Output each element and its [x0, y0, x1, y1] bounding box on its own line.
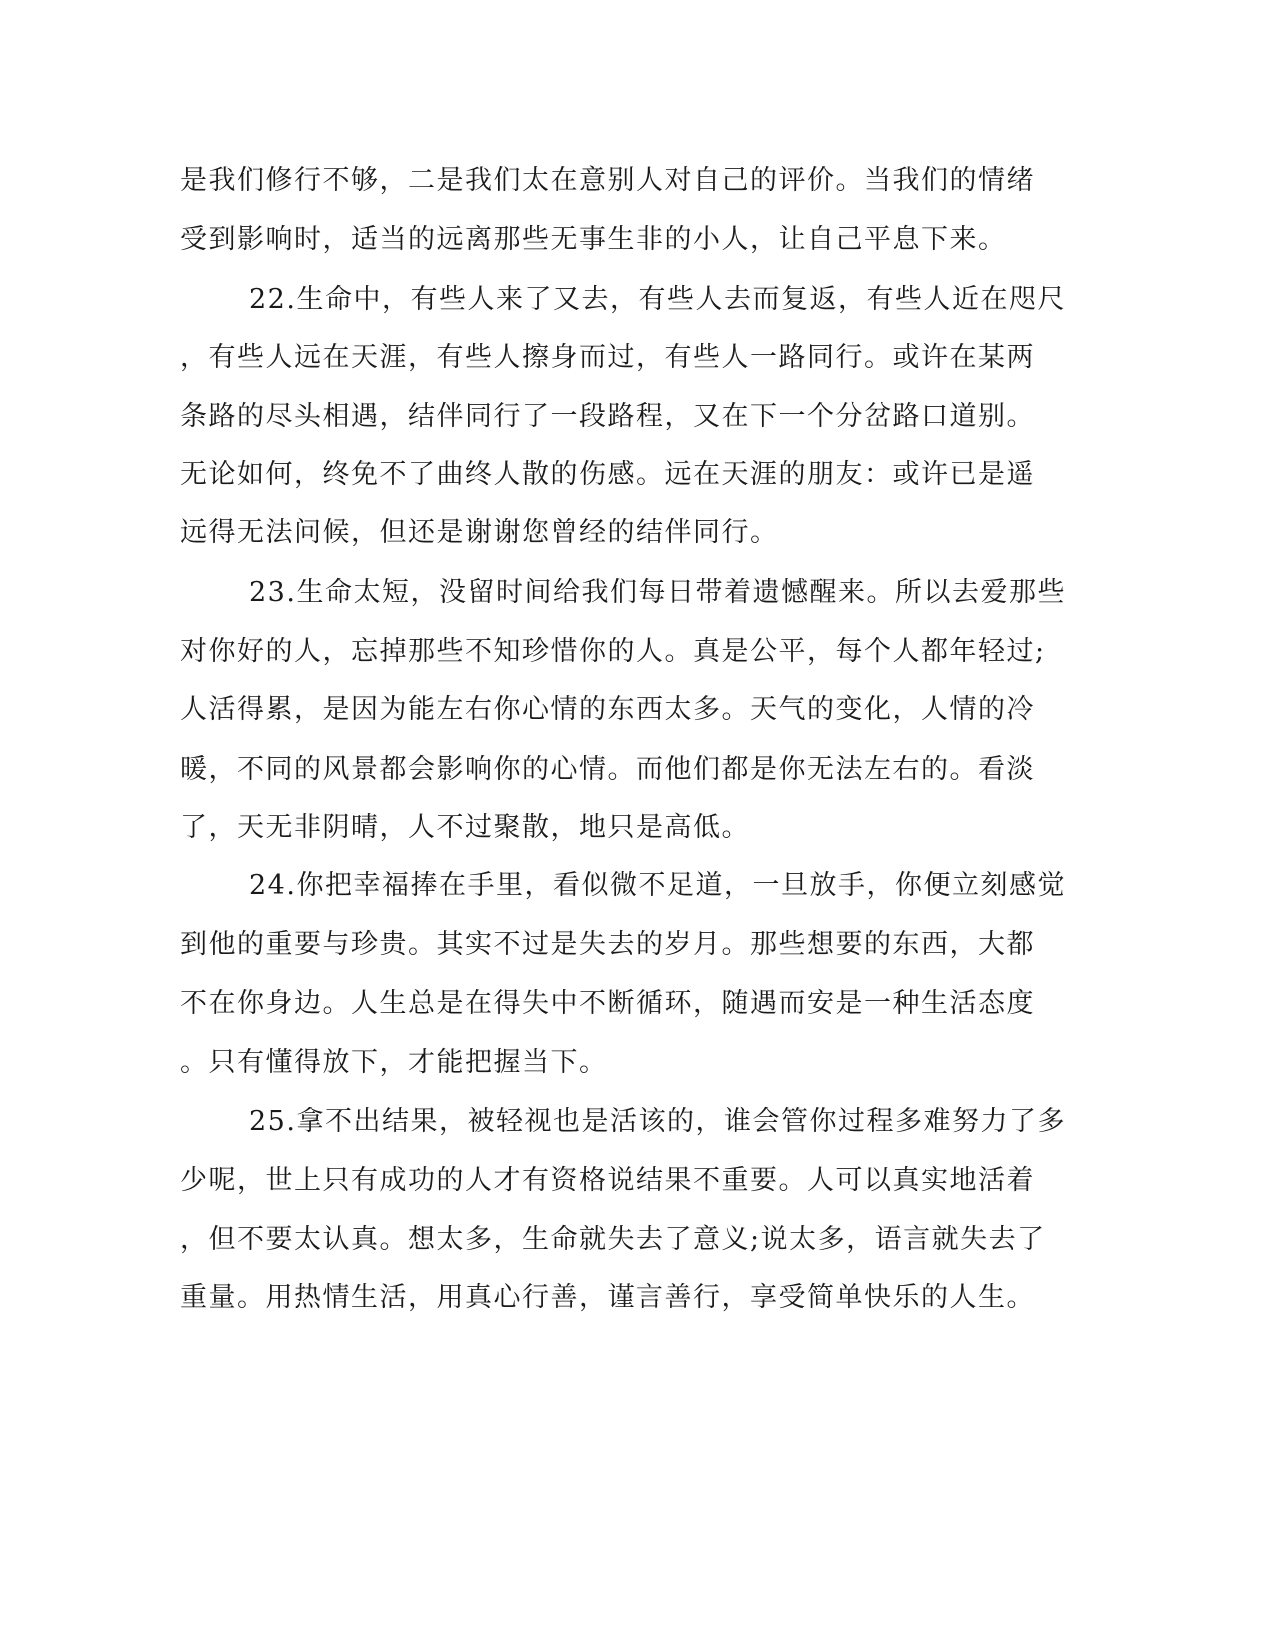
text-line: 人活得累，是因为能左右你心情的东西太多。天气的变化，人情的冷 [180, 694, 1035, 725]
text-line: 了，天无非阴晴，人不过聚散，地只是高低。 [180, 812, 750, 843]
text-line: 不在你身边。人生总是在得失中不断循环，随遇而安是一种生活态度 [180, 988, 1035, 1019]
paragraph-22-first-line: 22.生命中，有些人来了又去，有些人去而复返，有些人近在咫尺 [249, 284, 1066, 315]
text-line: 。只有懂得放下，才能把握当下。 [180, 1047, 608, 1078]
text-line: 到他的重要与珍贵。其实不过是失去的岁月。那些想要的东西，大都 [180, 929, 1035, 960]
text-line: ，有些人远在天涯，有些人擦身而过，有些人一路同行。或许在某两 [180, 342, 1035, 373]
text-line: 远得无法问候，但还是谢谢您曾经的结伴同行。 [180, 517, 779, 548]
text-line: 是我们修行不够，二是我们太在意别人对自己的评价。当我们的情绪 [180, 165, 1035, 196]
paragraph-25-first-line: 25.拿不出结果，被轻视也是活该的，谁会管你过程多难努力了多 [249, 1106, 1066, 1137]
text-line: 少呢，世上只有成功的人才有资格说结果不重要。人可以真实地活着 [180, 1165, 1035, 1196]
paragraph-23-first-line: 23.生命太短，没留时间给我们每日带着遗憾醒来。所以去爱那些 [249, 577, 1066, 608]
text-line: 暖，不同的风景都会影响你的心情。而他们都是你无法左右的。看淡 [180, 754, 1035, 785]
text-line: 条路的尽头相遇，结伴同行了一段路程，又在下一个分岔路口道别。 [180, 401, 1035, 432]
paragraph-24-first-line: 24.你把幸福捧在手里，看似微不足道，一旦放手，你便立刻感觉 [249, 870, 1066, 901]
text-line: ，但不要太认真。想太多，生命就失去了意义;说太多，语言就失去了 [180, 1224, 1046, 1255]
text-line: 对你好的人，忘掉那些不知珍惜你的人。真是公平，每个人都年轻过; [180, 636, 1046, 667]
text-line: 重量。用热情生活，用真心行善，谨言善行，享受简单快乐的人生。 [180, 1282, 1035, 1313]
text-line: 无论如何，终免不了曲终人散的伤感。远在天涯的朋友：或许已是遥 [180, 459, 1035, 490]
text-line: 受到影响时，适当的远离那些无事生非的小人，让自己平息下来。 [180, 224, 1007, 255]
